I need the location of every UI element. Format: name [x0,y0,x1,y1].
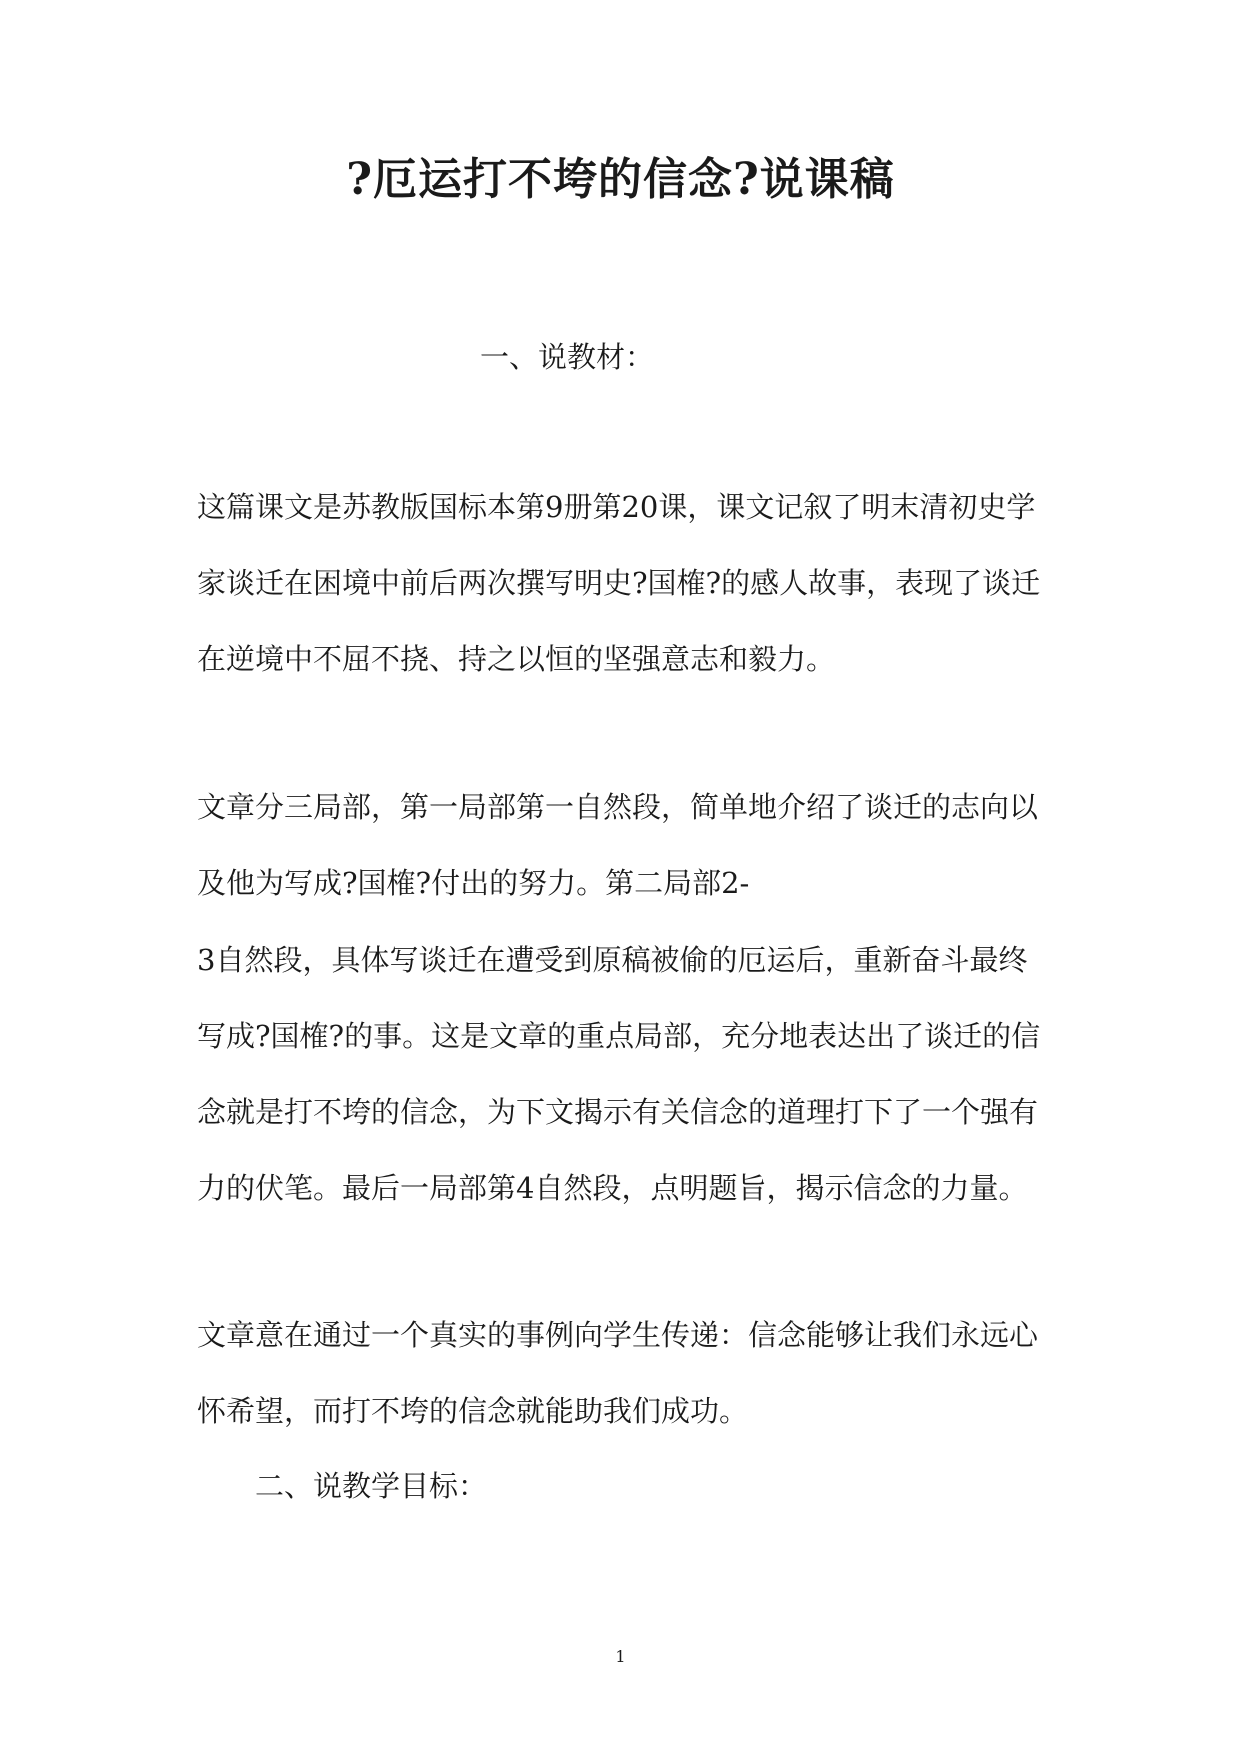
paragraph-3-line-1: 文章意在通过一个真实的事例向学生传递：信念能够让我们永远心 [197,1318,1039,1352]
section-heading-teaching-material: 一、说教材： [480,340,655,374]
paragraph-1-line-3: 在逆境中不屈不挠、持之以恒的坚强意志和毅力。 [197,642,836,676]
paragraph-2-line-2: 及他为写成?国榷?付出的努力。第二局部2- [197,866,750,900]
paragraph-2-line-6: 力的伏笔。最后一局部第4自然段，点明题旨，揭示信念的力量。 [197,1171,1028,1205]
section-heading-teaching-goals: 二、说教学目标： [255,1469,488,1503]
paragraph-2-line-4: 写成?国榷?的事。这是文章的重点局部，充分地表达出了谈迁的信 [197,1019,1041,1053]
paragraph-2-line-1: 文章分三局部，第一局部第一自然段，简单地介绍了谈迁的志向以 [197,790,1039,824]
paragraph-2-line-5: 念就是打不垮的信念，为下文揭示有关信念的道理打下了一个强有 [197,1095,1039,1129]
page-number: 1 [615,1647,626,1666]
paragraph-1-line-2: 家谈迁在困境中前后两次撰写明史?国榷?的感人故事，表现了谈迁 [197,566,1041,600]
paragraph-3-line-2: 怀希望，而打不垮的信念就能助我们成功。 [197,1394,749,1428]
document-title: ?厄运打不垮的信念?说课稿 [346,154,895,205]
paragraph-1-line-1: 这篇课文是苏教版国标本第9册第20课，课文记叙了明末清初史学 [197,490,1036,524]
paragraph-2-line-3: 3自然段，具体写谈迁在遭受到原稿被偷的厄运后，重新奋斗最终 [197,943,1028,977]
